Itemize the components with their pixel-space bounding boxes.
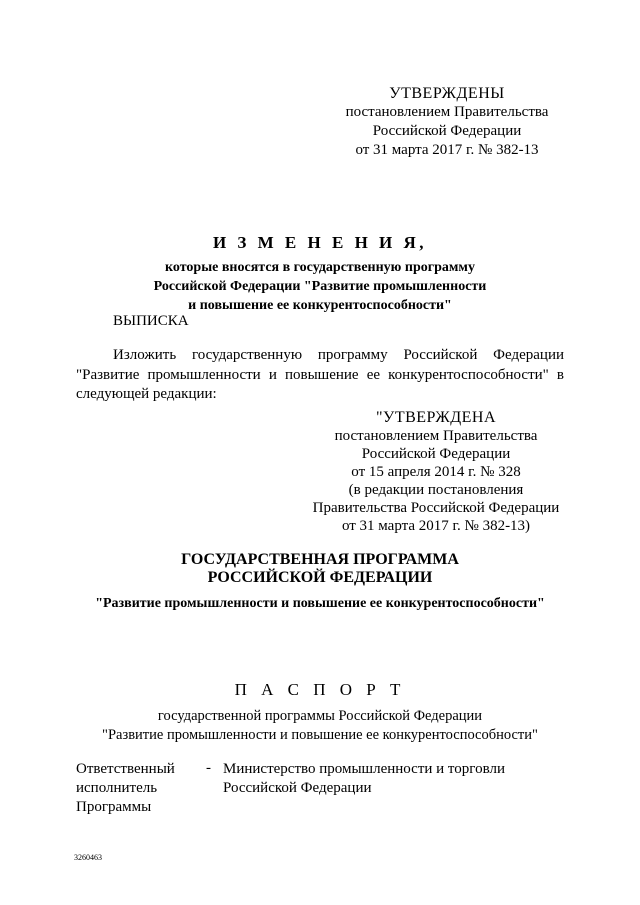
paragraph-line: "Развитие промышленности и повышение ее конкурентоспособности" в <box>76 366 564 383</box>
changes-subtitle-line: которые вносятся в государственную программу <box>165 260 475 275</box>
responsible-label-line: Ответственный <box>76 761 175 777</box>
program-subtitle: "Развитие промышленности и повышение ее конкурентоспособности" <box>95 596 545 611</box>
passport-subtitle-line: "Развитие промышленности и повышение ее конкурентоспособности" <box>102 727 538 743</box>
program-title <box>0 551 640 587</box>
program-approval-stamp <box>300 409 572 535</box>
document-number: 3260463 <box>74 853 102 862</box>
responsible-label-line: исполнитель <box>76 780 158 796</box>
paragraph-line: следующей редакции: <box>76 386 217 402</box>
changes-title: И З М Е Н Е Н И Я, <box>212 233 428 252</box>
responsible-value <box>223 760 505 798</box>
approval-stamp <box>320 84 574 160</box>
approval-line: постановлением Правительства <box>345 104 549 120</box>
program-title-line: ГОСУДАРСТВЕННАЯ ПРОГРАММА <box>181 551 459 568</box>
program-approval-line: постановлением Правительства <box>334 428 538 444</box>
changes-subtitle-line: и повышение ее конкурентоспособности" <box>188 298 452 313</box>
changes-subtitle <box>0 258 640 315</box>
responsible-value-line: Министерство промышленности и торговли <box>223 761 505 777</box>
program-approval-heading: "УТВЕРЖДЕНА <box>375 409 497 426</box>
approval-line: Российской Федерации <box>372 123 522 139</box>
program-title-line: РОССИЙСКОЙ ФЕДЕРАЦИИ <box>207 569 433 586</box>
passport-subtitle-line: государственной программы Российской Федерации <box>157 708 483 724</box>
responsible-value-line: Российской Федерации <box>223 780 372 796</box>
responsible-label-line: Программы <box>76 799 152 815</box>
changes-subtitle-line: Российской Федерации "Развитие промышленности <box>153 279 487 294</box>
passport-title: П А С П О Р Т <box>234 680 406 699</box>
program-approval-date: от 15 апреля 2014 г. № 328 <box>351 464 521 480</box>
responsible-label <box>76 760 175 817</box>
program-approval-line: Правительства Российской Федерации <box>312 500 560 516</box>
approval-heading: УТВЕРЖДЕНЫ <box>389 85 505 102</box>
program-approval-date: от 31 марта 2017 г. № 382-13) <box>341 518 531 534</box>
program-approval-line: Российской Федерации <box>361 446 511 462</box>
row-dash: - <box>206 760 211 776</box>
program-approval-line: (в редакции постановления <box>348 482 524 498</box>
passport-subtitle <box>0 707 640 745</box>
extract-label: ВЫПИСКА <box>113 313 189 329</box>
intro-paragraph <box>76 346 564 405</box>
paragraph-line: Изложить государственную программу Российской Федерации <box>113 347 564 363</box>
approval-date: от 31 марта 2017 г. № 382-13 <box>355 142 539 158</box>
